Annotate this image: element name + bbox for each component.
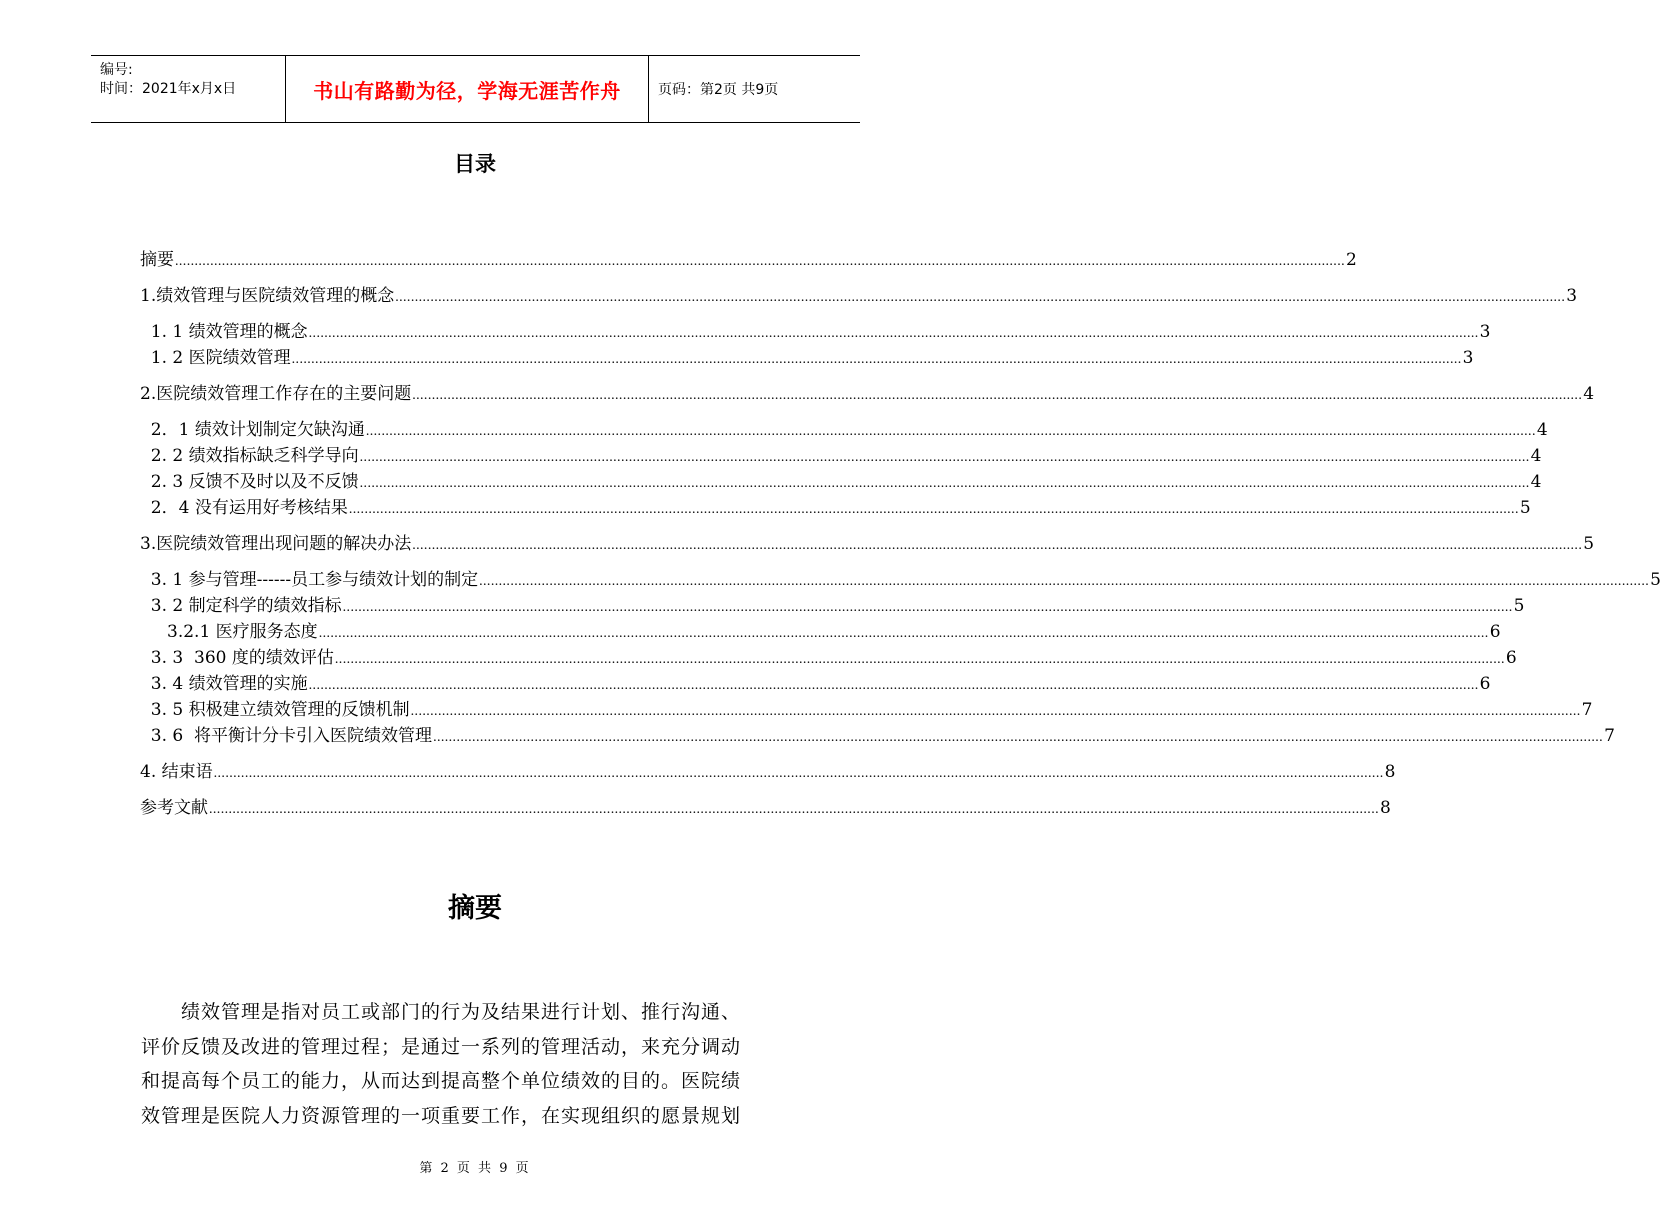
toc-entry[interactable]	[140, 320, 1491, 344]
time-label: 时间：2021年x月x日	[100, 81, 237, 97]
toc-entry-text: 2. 3 反馈不及时以及不反馈	[140, 472, 359, 492]
abstract-line: 和提高每个员工的能力，从而达到提高整个单位绩效的目的。医院绩	[141, 1070, 742, 1092]
toc-dot-leader: ............................................................................................................................................................................................................................................................................................................	[479, 574, 1650, 589]
toc-page-number: 5	[1650, 570, 1661, 590]
abstract-line: 绩效管理是指对员工或部门的行为及结果进行计划、推行沟通、	[141, 1001, 742, 1023]
toc-entry[interactable]	[140, 594, 1525, 618]
toc-entry[interactable]	[140, 496, 1531, 520]
toc-page-number: 3	[1479, 322, 1491, 342]
header-page-code: 页码：第2页 共9页	[658, 82, 779, 98]
toc-page-number: 7	[1581, 700, 1593, 720]
toc-page-number: 8	[1380, 798, 1391, 818]
toc-entry[interactable]	[140, 672, 1491, 696]
toc-page-number: 4	[1530, 446, 1542, 466]
toc-entry[interactable]	[140, 620, 1501, 644]
toc-entry[interactable]	[140, 346, 1474, 370]
toc-page-number: 6	[1505, 648, 1517, 668]
toc-entry[interactable]	[140, 796, 1391, 820]
abstract-line: 效管理是医院人力资源管理的一项重要工作，在实现组织的愿景规划	[141, 1104, 742, 1127]
toc-entry-text: 3. 1 参与管理------员工参与绩效计划的制定	[140, 570, 479, 590]
header-motto: 书山有路勤为径，学海无涯苦作舟	[286, 56, 649, 122]
toc-page-number: 6	[1479, 674, 1491, 694]
toc-dot-leader: ............................................................................................................................................................................................................................................................................................................	[318, 626, 1489, 641]
number-label: 编号:	[100, 62, 133, 78]
toc-page-number: 2	[1346, 250, 1357, 270]
page-header	[91, 55, 860, 123]
toc-entry-text: 3. 5 积极建立绩效管理的反馈机制	[140, 700, 410, 720]
toc-page-number: 4	[1530, 472, 1542, 492]
toc-dot-leader: ............................................................................................................................................................................................................................................................................................................	[175, 254, 1345, 269]
abstract-body	[141, 995, 813, 1133]
toc-dot-leader: ............................................................................................................................................................................................................................................................................................................	[308, 678, 1479, 693]
toc-entry[interactable]	[140, 444, 1542, 468]
toc-entry-text: 2．4 没有运用好考核结果	[140, 498, 348, 518]
toc-dot-leader: ............................................................................................................................................................................................................................................................................................................	[291, 352, 1462, 367]
toc-entry[interactable]	[140, 724, 1615, 748]
toc-entry[interactable]	[140, 532, 1595, 556]
toc-entry-text: 3. 2 制定科学的绩效指标	[140, 596, 342, 616]
toc-entry[interactable]	[140, 470, 1542, 494]
toc-dot-leader: ............................................................................................................................................................................................................................................................................................................	[412, 538, 1583, 553]
toc-dot-leader: ............................................................................................................................................................................................................................................................................................................	[308, 326, 1479, 341]
toc-dot-leader: ............................................................................................................................................................................................................................................................................................................	[365, 424, 1536, 439]
toc-dot-leader: ............................................................................................................................................................................................................................................................................................................	[359, 476, 1530, 491]
page-footer: 第 2 页 共 9 页	[419, 1161, 531, 1176]
toc-dot-leader: ............................................................................................................................................................................................................................................................................................................	[395, 290, 1566, 305]
toc-dot-leader: ............................................................................................................................................................................................................................................................................................................	[433, 730, 1604, 745]
toc-page-number: 4	[1536, 420, 1548, 440]
toc-entry-text: 4. 结束语	[140, 762, 213, 782]
toc-dot-leader: ............................................................................................................................................................................................................................................................................................................	[213, 766, 1384, 781]
toc-page-number: 3	[1566, 286, 1578, 306]
toc-entry[interactable]	[140, 760, 1396, 784]
toc-page-number: 6	[1489, 622, 1501, 642]
toc-entry[interactable]	[140, 698, 1593, 722]
toc-entry-text: 3. 3 360 度的绩效评估	[140, 648, 334, 668]
toc-entry-text: 1.绩效管理与医院绩效管理的概念	[140, 286, 395, 306]
toc-dot-leader: ............................................................................................................................................................................................................................................................................................................	[348, 502, 1519, 517]
toc-entry[interactable]	[140, 568, 1661, 592]
toc-entry[interactable]	[140, 248, 1357, 272]
toc-page-number: 5	[1513, 596, 1525, 616]
toc-entry-text: 2．1 绩效计划制定欠缺沟通	[140, 420, 365, 440]
toc-page-number: 5	[1583, 534, 1595, 554]
header-meta	[91, 56, 286, 122]
toc-dot-leader: ............................................................................................................................................................................................................................................................................................................	[209, 802, 1379, 817]
toc-entry-text: 3. 6 将平衡计分卡引入医院绩效管理	[140, 726, 433, 746]
toc-entry-text: 3.2.1 医疗服务态度	[140, 622, 318, 642]
toc-dot-leader: ............................................................................................................................................................................................................................................................................................................	[342, 600, 1513, 615]
toc-entry-text: 参考文献	[140, 798, 208, 818]
toc-page-number: 4	[1583, 384, 1595, 404]
toc-dot-leader: ............................................................................................................................................................................................................................................................................................................	[412, 388, 1583, 403]
toc-page-number: 3	[1462, 348, 1474, 368]
toc-entry[interactable]	[140, 382, 1595, 406]
toc-title: 目录	[454, 152, 496, 176]
toc-page-number: 7	[1604, 726, 1615, 746]
toc-dot-leader: ............................................................................................................................................................................................................................................................................................................	[359, 450, 1530, 465]
toc-entry-text: 1. 2 医院绩效管理	[140, 348, 291, 368]
toc-dot-leader: ............................................................................................................................................................................................................................................................................................................	[334, 652, 1505, 667]
abstract-title: 摘要	[448, 893, 502, 924]
toc-entry-text: 摘要	[140, 250, 174, 270]
toc-entry-text: 1. 1 绩效管理的概念	[140, 322, 308, 342]
toc-entry[interactable]	[140, 284, 1578, 308]
abstract-line: 评价反馈及改进的管理过程；是通过一系列的管理活动，来充分调动	[141, 1035, 742, 1058]
toc-entry-text: 3.医院绩效管理出现问题的解决办法	[140, 534, 412, 554]
toc-dot-leader: ............................................................................................................................................................................................................................................................................................................	[410, 704, 1581, 719]
toc-page-number: 5	[1519, 498, 1531, 518]
toc-entry-text: 2. 2 绩效指标缺乏科学导向	[140, 446, 359, 466]
toc-entry[interactable]	[140, 418, 1548, 442]
toc-entry-text: 3. 4 绩效管理的实施	[140, 674, 308, 694]
toc-entry-text: 2.医院绩效管理工作存在的主要问题	[140, 384, 412, 404]
toc-entry[interactable]	[140, 646, 1517, 670]
toc-page-number: 8	[1384, 762, 1396, 782]
